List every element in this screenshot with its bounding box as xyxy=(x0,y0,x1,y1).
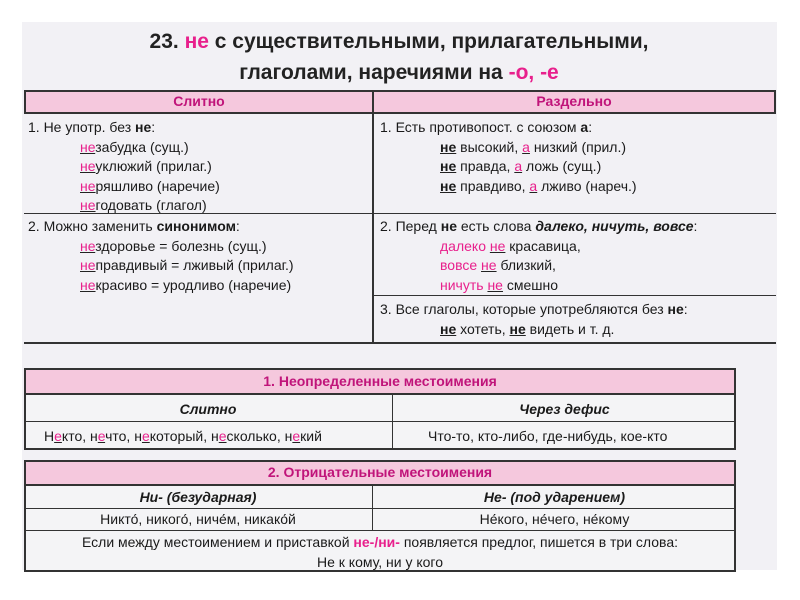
table3-row-divider-2 xyxy=(24,530,736,531)
table3-note-line1: Если между местоимением и приставкой не-/ни- появляется предлог, пишется в три слова: xyxy=(81,534,678,550)
table2-right-words: Что-то, кто-либо, где-нибудь, кое-кто xyxy=(428,428,668,444)
right-r3-block xyxy=(380,300,688,339)
left-r1-item: неуклюжий (прилаг.) xyxy=(80,158,212,174)
page-title xyxy=(24,26,774,88)
table1-header-right: Раздельно xyxy=(536,93,612,109)
right-r2-block xyxy=(380,217,697,295)
right-r3-heading: 3. Все глаголы, которые употребляются без не: xyxy=(380,301,688,317)
left-r1-item: незабудка (сущ.) xyxy=(80,138,189,155)
left-r1-item: неряшливо (наречие) xyxy=(80,177,220,194)
title-line1-rest: с существительными, прилагательными, xyxy=(214,30,649,53)
left-r1-item: негодовать (глагол) xyxy=(80,197,207,213)
table3-title: 2. Отрицательные местоимения xyxy=(267,464,493,480)
title-line-1 xyxy=(24,26,774,57)
right-r1-item: не правдиво, а лживо (нареч.) xyxy=(440,177,637,194)
title-endings: -о, -е xyxy=(508,61,559,84)
table1-vertical-divider xyxy=(372,90,374,342)
right-r3-item: не хотеть, не видеть и т. д. xyxy=(440,320,615,337)
table1-bottom-border xyxy=(24,342,776,344)
table3-note-line2: Не к кому, ни у кого xyxy=(316,553,443,570)
table3-right-words: Не́кого, не́чего, не́кому xyxy=(479,511,630,527)
title-line2-text: глаголами, наречиями на xyxy=(239,61,503,84)
left-r1-block xyxy=(28,118,220,216)
right-r2-item: ничуть не смешно xyxy=(440,276,559,293)
left-r2-item: неправдивый = лживый (прилаг.) xyxy=(80,257,294,273)
table3-row-divider-1 xyxy=(24,508,736,509)
table2-left-words: Некто, нечто, некоторый, несколько, некий xyxy=(44,428,322,444)
table3-left-header: Ни- (безударная) xyxy=(139,489,257,505)
table3-left-words: Никто́, никого́, ниче́м, никако́й xyxy=(100,511,296,527)
right-r1-item: не высокий, а низкий (прил.) xyxy=(440,138,627,155)
right-r2-heading: 2. Перед не есть слова далеко, ничуть, вовсе: xyxy=(380,218,698,234)
left-r2-item: некрасиво = уродливо (наречие) xyxy=(80,276,292,293)
title-number: 23. xyxy=(149,30,179,53)
table2-row-divider xyxy=(24,421,736,422)
left-r2-heading: 2. Можно заменить синонимом: xyxy=(28,218,240,234)
right-r2-item: далеко не красавица, xyxy=(440,237,581,254)
right-r1-heading: 1. Есть противопост. с союзом а: xyxy=(380,119,593,135)
left-r2-item: нездоровье = болезнь (сущ.) xyxy=(80,237,267,254)
table2-right-header: Через дефис xyxy=(519,401,610,417)
title-line-2 xyxy=(24,57,774,88)
table2-title: 1. Неопределенные местоимения xyxy=(263,373,497,389)
right-r2-item: вовсе не близкий, xyxy=(440,257,556,273)
table1-header-left: Слитно xyxy=(173,93,225,109)
table3-note xyxy=(24,533,736,572)
left-r2-block xyxy=(28,217,294,295)
left-r1-heading: 1. Не употр. без не: xyxy=(28,119,156,135)
title-ne: не xyxy=(184,30,209,53)
right-r1-block xyxy=(380,118,637,196)
table1-row-divider-2 xyxy=(374,295,776,296)
table3-right-header: Не- (под ударением) xyxy=(483,489,626,505)
right-r1-item: не правда, а ложь (сущ.) xyxy=(440,158,602,174)
table2-left-header: Слитно xyxy=(179,401,237,417)
